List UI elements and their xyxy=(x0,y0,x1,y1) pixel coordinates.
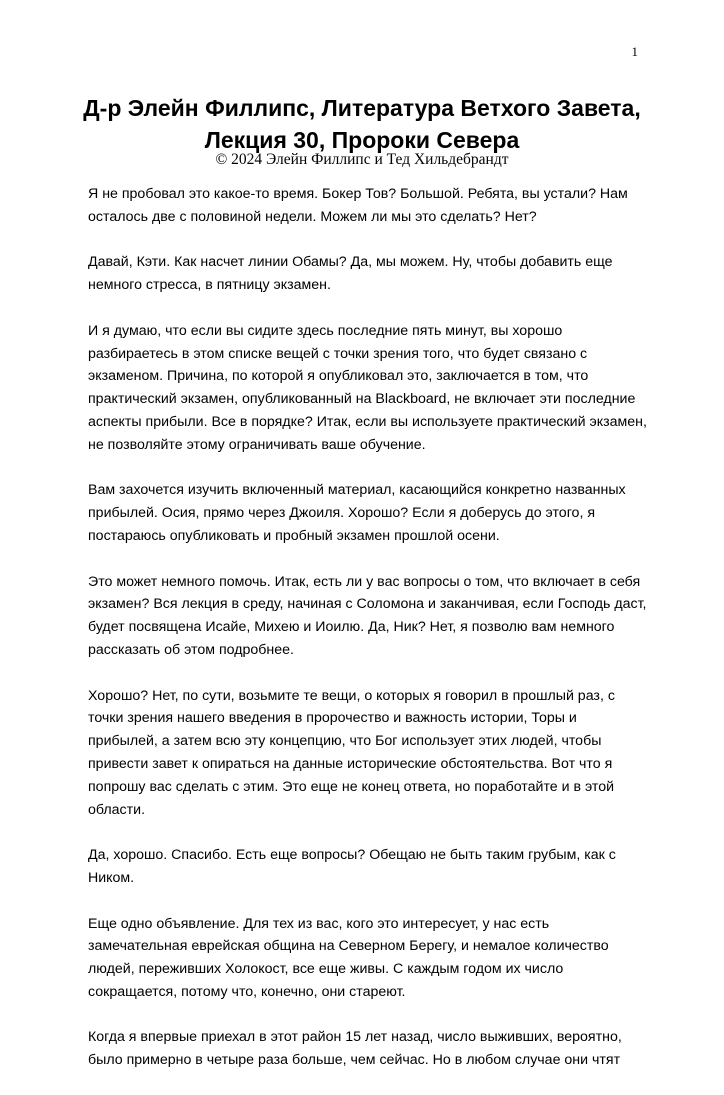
paragraph: Хорошо? Нет, по сути, возьмите те вещи, о которых я говорил в прошлый раз, с точки зрения нашего введения в пророчество и важность истории, Торы и прибылей, а затем всю эту концепцию, что Бог использует этих людей, чтобы привести завет к опираться на данные исторические обстоятельства. Вот что я попрошу вас сделать с этим. Это еще не конец ответа, но поработайте и в этой области. xyxy=(88,687,615,818)
title-line-2: Лекция 30, Пророки Севера xyxy=(204,127,520,153)
lecture-transcript xyxy=(88,183,648,1095)
page-number: 1 xyxy=(631,44,638,59)
paragraph: И я думаю, что если вы сидите здесь последние пять минут, вы хорошо разбираетесь в этом списке вещей с точки зрения того, что будет связано с экзаменом. Причина, по которой я опубликовал это, заключается в том, что практический экзамен, опубликованный на Blackboard, не включает эти последние аспекты прибыли. Все в порядке? Итак, если вы используете практический экзамен, не позволяйте этому ограничивать ваше обучение. xyxy=(88,322,647,453)
paragraph: Давай, Кэти. Как насчет линии Обамы? Да, мы можем. Ну, чтобы добавить еще немного стресса, в пятницу экзамен. xyxy=(88,254,613,294)
paragraph: Да, хорошо. Спасибо. Есть еще вопросы? Обещаю не быть таким грубым, как с Ником. xyxy=(88,847,616,886)
paragraph: Это может немного помочь. Итак, есть ли у вас вопросы о том, что включает в себя экзамен? Вся лекция в среду, начиная с Соломона и заканчивая, если Господь даст, будет посвящена Исайе, Михею и Иоилю. Да, Ник? Нет, я позволю вам немного рассказать об этом подробнее. xyxy=(88,573,647,658)
paragraph: Я не пробовал это какое-то время. Бокер Тов? Большой. Ребята, вы устали? Нам осталось две с половиной недели. Можем ли мы это сделать? Нет? xyxy=(88,186,628,225)
paragraph: Еще одно объявление. Для тех из вас, кого это интересует, у нас есть замечательная еврейская община на Северном Берегу, и немалое количество людей, переживших Холокост, все еще живы. С каждым годом их число сокращается, потому что, конечно, они стареют. xyxy=(88,915,609,1000)
paragraph: Когда я впервые приехал в этот район 15 лет назад, число выживших, вероятно, было примерно в четыре раза больше, чем сейчас. Но в любом случае они чтят xyxy=(88,1029,622,1069)
title-line-1: Д-р Элейн Филлипс, Литература Ветхого Завета, xyxy=(83,95,641,121)
paragraph: Вам захочется изучить включенный материал, касающийся конкретно названных прибылей. Осия, прямо через Джоиля. Хорошо? Если я доберусь до этого, я постараюсь опубликовать и пробный экзамен прошлой осени. xyxy=(88,482,626,544)
copyright-notice: © 2024 Элейн Филлипс и Тед Хильдебрандт xyxy=(215,151,509,168)
document-title xyxy=(60,92,664,156)
